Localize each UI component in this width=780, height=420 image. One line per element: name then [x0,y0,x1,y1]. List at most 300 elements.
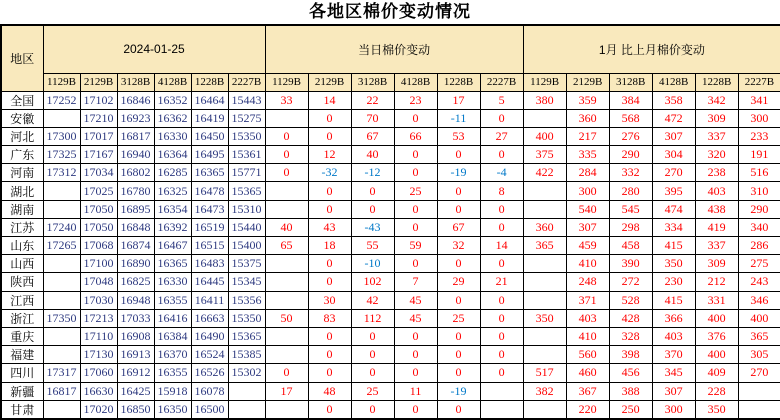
price-cell: 17350 [43,309,80,327]
daily-change-cell: 0 [437,146,480,164]
price-cell: 16895 [117,200,154,218]
monthly-change-cell: 388 [609,382,652,400]
monthly-change-cell: 346 [738,291,780,309]
table-row [1,182,780,200]
daily-change-cell: 0 [480,309,523,327]
monthly-change-cell: 332 [609,164,652,182]
price-cell: 15375 [228,255,265,273]
monthly-change-cell: 422 [523,164,566,182]
region-cell: 广东 [1,146,43,164]
monthly-change-cell: 305 [738,346,780,364]
price-cell: 17060 [80,364,117,382]
monthly-change-cell [523,182,566,200]
grade-code-header: 1129B [265,73,308,91]
price-cell: 16352 [154,91,191,109]
price-cell: 16923 [117,109,154,127]
daily-change-cell: 0 [480,255,523,273]
price-cell: 17048 [80,273,117,291]
grade-code-header: 1129B [523,73,566,91]
monthly-change-cell: 460 [566,364,609,382]
daily-change-cell: 25 [351,382,394,400]
daily-change-cell [265,182,308,200]
price-cell [228,400,265,419]
daily-change-cell: 0 [394,146,437,164]
daily-change-cell [265,273,308,291]
monthly-change-cell: 243 [738,273,780,291]
price-cell: 17265 [43,237,80,255]
daily-change-cell: 14 [308,91,351,109]
price-cell: 16445 [191,273,228,291]
daily-change-cell: 40 [351,146,394,164]
price-cell: 16890 [117,255,154,273]
price-cell: 16078 [191,382,228,400]
daily-change-cell: -10 [351,255,394,273]
monthly-change-cell: 212 [695,273,738,291]
daily-change-cell: 0 [308,109,351,127]
monthly-change-cell: 334 [652,218,695,236]
monthly-change-cell [523,200,566,218]
monthly-change-cell: 375 [523,146,566,164]
price-cell: 17017 [80,127,117,145]
daily-change-cell: 0 [437,327,480,345]
daily-change-cell: 0 [394,218,437,236]
price-cell: 16354 [154,200,191,218]
daily-change-cell: 59 [394,237,437,255]
monthly-change-cell: 340 [738,218,780,236]
price-cell: 17240 [43,218,80,236]
price-cell: 17034 [80,164,117,182]
region-cell: 甘肃 [1,400,43,419]
monthly-change-cell: 419 [695,218,738,236]
price-cell: 16285 [154,164,191,182]
price-cell: 15440 [228,218,265,236]
price-cell: 16384 [154,327,191,345]
price-cell [43,327,80,345]
monthly-change-cell: 276 [609,127,652,145]
table-row [1,400,780,419]
grade-code-header: 2129B [566,73,609,91]
monthly-change-cell: 472 [652,109,695,127]
monthly-change-cell: 341 [738,91,780,109]
monthly-change-cell: 370 [652,346,695,364]
monthly-change-cell: 270 [738,364,780,382]
monthly-change-cell: 516 [738,164,780,182]
group-header-daily-change: 当日棉价变动 [265,25,523,73]
region-cell: 江苏 [1,218,43,236]
region-cell: 江西 [1,291,43,309]
daily-change-cell: 14 [480,237,523,255]
daily-change-cell: 50 [265,309,308,327]
table-row [1,91,780,109]
price-cell: 16325 [154,182,191,200]
monthly-change-cell: 191 [738,146,780,164]
daily-change-cell: 0 [265,127,308,145]
monthly-change-cell: 415 [652,237,695,255]
group-header-row [1,25,780,73]
table-row [1,164,780,182]
daily-change-cell: 0 [308,127,351,145]
daily-change-cell: 43 [308,218,351,236]
monthly-change-cell: 365 [738,327,780,345]
grade-code-header: 2129B [80,73,117,91]
daily-change-cell: 0 [480,346,523,364]
monthly-change-cell: 540 [566,200,609,218]
daily-change-cell: 0 [351,364,394,382]
daily-change-cell: 0 [265,146,308,164]
price-cell: 15361 [228,146,265,164]
monthly-change-cell: 298 [609,218,652,236]
daily-change-cell: 0 [351,400,394,419]
monthly-change-cell: 359 [566,91,609,109]
price-cell [43,273,80,291]
daily-change-cell: 0 [394,164,437,182]
monthly-change-cell: 415 [652,291,695,309]
grade-code-header: 2227B [480,73,523,91]
daily-change-cell: 0 [437,364,480,382]
price-cell: 16365 [154,255,191,273]
price-cell: 16330 [154,127,191,145]
monthly-change-cell: 360 [523,218,566,236]
monthly-change-cell: 350 [523,309,566,327]
monthly-change-cell: 390 [609,255,652,273]
price-cell: 16663 [191,309,228,327]
daily-change-cell: 112 [351,309,394,327]
monthly-change-cell: 250 [609,400,652,419]
monthly-change-cell: 248 [566,273,609,291]
monthly-change-cell: 459 [566,237,609,255]
price-cell: 16370 [154,346,191,364]
monthly-change-cell: 300 [652,400,695,419]
price-cell: 17300 [43,127,80,145]
price-cell [43,182,80,200]
price-cell: 16780 [117,182,154,200]
price-cell: 16630 [80,382,117,400]
monthly-change-cell: 284 [566,164,609,182]
price-cell: 17100 [80,255,117,273]
monthly-change-cell: 307 [566,218,609,236]
daily-change-cell: 32 [437,237,480,255]
price-cell [228,382,265,400]
daily-change-cell: -19 [437,164,480,182]
price-cell: 16350 [154,400,191,419]
daily-change-cell: 0 [394,327,437,345]
daily-change-cell: 8 [480,182,523,200]
price-cell: 17033 [117,309,154,327]
monthly-change-cell: 568 [609,109,652,127]
daily-change-cell: -4 [480,164,523,182]
price-cell: 16495 [191,146,228,164]
daily-change-cell: 0 [437,200,480,218]
monthly-change-cell: 358 [652,91,695,109]
price-cell: 16364 [154,146,191,164]
grade-code-header: 3128B [351,73,394,91]
monthly-change-cell: 438 [695,200,738,218]
daily-change-cell: 0 [394,346,437,364]
grade-code-header: 4128B [394,73,437,91]
daily-change-cell: -43 [351,218,394,236]
price-cell: 16802 [117,164,154,182]
price-cell: 16912 [117,364,154,382]
monthly-change-cell: 286 [738,237,780,255]
region-cell: 全国 [1,91,43,109]
region-cell: 新疆 [1,382,43,400]
daily-change-cell: 0 [308,182,351,200]
monthly-change-cell [738,382,780,400]
monthly-change-cell: 458 [609,237,652,255]
daily-change-cell [265,109,308,127]
price-cell: 16467 [154,237,191,255]
grade-code-header: 1228B [191,73,228,91]
price-cell: 17020 [80,400,117,419]
monthly-change-cell: 400 [695,309,738,327]
group-header-date: 2024-01-25 [43,25,265,73]
price-cell: 16419 [191,109,228,127]
monthly-change-cell [523,400,566,419]
price-cell: 16478 [191,182,228,200]
price-cell [43,400,80,419]
monthly-change-cell: 275 [738,255,780,273]
monthly-change-cell: 233 [738,127,780,145]
daily-change-cell: 40 [265,218,308,236]
price-cell: 16948 [117,291,154,309]
monthly-change-cell: 376 [695,327,738,345]
monthly-change-cell: 335 [566,146,609,164]
daily-change-cell [265,255,308,273]
price-cell: 15918 [154,382,191,400]
table-row [1,127,780,145]
price-cell: 17130 [80,346,117,364]
monthly-change-cell: 270 [652,164,695,182]
monthly-change-cell: 230 [652,273,695,291]
price-cell: 16483 [191,255,228,273]
daily-change-cell: 27 [480,127,523,145]
grade-code-header: 1228B [437,73,480,91]
monthly-change-cell: 350 [652,255,695,273]
price-cell: 17317 [43,364,80,382]
monthly-change-cell: 517 [523,364,566,382]
table-header [1,25,780,91]
price-cell: 16908 [117,327,154,345]
daily-change-cell: 0 [308,273,351,291]
price-cell: 17210 [80,109,117,127]
price-cell: 17025 [80,182,117,200]
price-cell [43,291,80,309]
region-cell: 河南 [1,164,43,182]
price-cell: 17252 [43,91,80,109]
daily-change-cell: 0 [480,364,523,382]
daily-change-cell: 0 [480,327,523,345]
monthly-change-cell: 365 [523,237,566,255]
daily-change-cell: 0 [437,400,480,419]
monthly-change-cell: 360 [566,109,609,127]
monthly-change-cell: 228 [695,382,738,400]
price-cell: 16515 [191,237,228,255]
price-cell: 16392 [154,218,191,236]
monthly-change-cell: 560 [566,346,609,364]
price-cell: 16365 [191,164,228,182]
table-row [1,327,780,345]
daily-change-cell: 23 [394,91,437,109]
price-cell: 16519 [191,218,228,236]
price-cell: 16416 [154,309,191,327]
region-cell: 重庆 [1,327,43,345]
table-row [1,218,780,236]
price-cell: 16362 [154,109,191,127]
monthly-change-cell: 403 [695,182,738,200]
daily-change-cell [480,382,523,400]
daily-change-cell: 18 [308,237,351,255]
price-cell: 16817 [43,382,80,400]
monthly-change-cell: 217 [566,127,609,145]
price-cell: 16500 [191,400,228,419]
table-row [1,109,780,127]
daily-change-cell: 0 [308,255,351,273]
region-cell: 福建 [1,346,43,364]
table-row [1,146,780,164]
price-cell: 16825 [117,273,154,291]
daily-change-cell: 0 [480,109,523,127]
monthly-change-cell: 290 [738,200,780,218]
monthly-change-cell: 300 [566,182,609,200]
table-row [1,273,780,291]
daily-change-cell: 33 [265,91,308,109]
monthly-change-cell [523,327,566,345]
grade-code-header: 4128B [652,73,695,91]
daily-change-cell: 0 [437,255,480,273]
table-row [1,237,780,255]
daily-change-cell: 0 [351,346,394,364]
price-cell: 15365 [228,327,265,345]
price-cell: 16524 [191,346,228,364]
monthly-change-cell: 528 [609,291,652,309]
daily-change-cell: 21 [480,273,523,291]
table-row [1,200,780,218]
table-row [1,364,780,382]
daily-change-cell: 0 [394,255,437,273]
cotton-price-table [0,24,780,420]
daily-change-cell: 42 [351,291,394,309]
grade-code-header: 1228B [695,73,738,91]
daily-change-cell: 12 [308,146,351,164]
region-cell: 安徽 [1,109,43,127]
daily-change-cell: -19 [437,382,480,400]
daily-change-cell: 0 [308,346,351,364]
daily-change-cell: 0 [394,364,437,382]
daily-change-cell: -11 [437,109,480,127]
price-cell: 16874 [117,237,154,255]
daily-change-cell: 0 [351,182,394,200]
monthly-change-cell [738,400,780,419]
region-cell: 山西 [1,255,43,273]
price-cell: 16490 [191,327,228,345]
daily-change-cell: 0 [308,400,351,419]
monthly-change-cell: 410 [566,255,609,273]
daily-change-cell: 0 [265,164,308,182]
price-cell: 17213 [80,309,117,327]
daily-change-cell: 29 [437,273,480,291]
daily-change-cell: 0 [308,327,351,345]
daily-change-cell: 0 [394,109,437,127]
daily-change-cell: 17 [265,382,308,400]
price-cell: 16817 [117,127,154,145]
price-cell: 17110 [80,327,117,345]
monthly-change-cell: 307 [652,382,695,400]
price-cell: 16355 [154,364,191,382]
monthly-change-cell [523,346,566,364]
monthly-change-cell: 366 [652,309,695,327]
group-header-monthly-change: 1月 比上月棉价变动 [523,25,780,73]
daily-change-cell: 0 [480,291,523,309]
daily-change-cell: 0 [394,400,437,419]
region-cell: 陕西 [1,273,43,291]
price-cell: 15345 [228,273,265,291]
monthly-change-cell: 410 [566,327,609,345]
daily-change-cell: 0 [480,200,523,218]
daily-change-cell: 30 [308,291,351,309]
page-title: 各地区棉价变动情况 [309,2,471,21]
price-cell: 17102 [80,91,117,109]
price-cell: 15365 [228,182,265,200]
price-cell: 15350 [228,309,265,327]
price-cell: 17068 [80,237,117,255]
price-cell: 15443 [228,91,265,109]
price-cell: 17050 [80,218,117,236]
grade-code-header: 2227B [228,73,265,91]
daily-change-cell: 22 [351,91,394,109]
daily-change-cell [265,200,308,218]
daily-change-cell: 7 [394,273,437,291]
price-cell: 15400 [228,237,265,255]
grade-code-header: 2227B [738,73,780,91]
daily-change-cell: 5 [480,91,523,109]
price-cell: 16526 [191,364,228,382]
monthly-change-cell: 300 [738,109,780,127]
monthly-change-cell [523,273,566,291]
monthly-change-cell: 290 [609,146,652,164]
monthly-change-cell: 400 [695,346,738,364]
daily-change-cell: 0 [437,182,480,200]
daily-change-cell [265,327,308,345]
price-cell: 16411 [191,291,228,309]
daily-change-cell: 53 [437,127,480,145]
daily-change-cell: 83 [308,309,351,327]
grade-code-header: 3128B [609,73,652,91]
daily-change-cell: 0 [308,200,351,218]
monthly-change-cell: 320 [695,146,738,164]
monthly-change-cell: 345 [652,364,695,382]
price-cell: 16425 [117,382,154,400]
daily-change-cell: 65 [265,237,308,255]
monthly-change-cell [523,291,566,309]
monthly-change-cell: 403 [652,327,695,345]
price-cell: 15350 [228,127,265,145]
daily-change-cell [265,346,308,364]
daily-change-cell: 11 [394,382,437,400]
price-cell: 16464 [191,91,228,109]
price-cell: 16450 [191,127,228,145]
price-cell: 16940 [117,146,154,164]
monthly-change-cell: 403 [566,309,609,327]
daily-change-cell: 0 [308,364,351,382]
daily-change-cell [265,400,308,419]
monthly-change-cell: 380 [523,91,566,109]
monthly-change-cell: 342 [695,91,738,109]
price-cell: 15302 [228,364,265,382]
daily-change-cell: 45 [394,309,437,327]
daily-change-cell: 102 [351,273,394,291]
daily-change-cell: 0 [394,200,437,218]
grade-code-header: 4128B [154,73,191,91]
